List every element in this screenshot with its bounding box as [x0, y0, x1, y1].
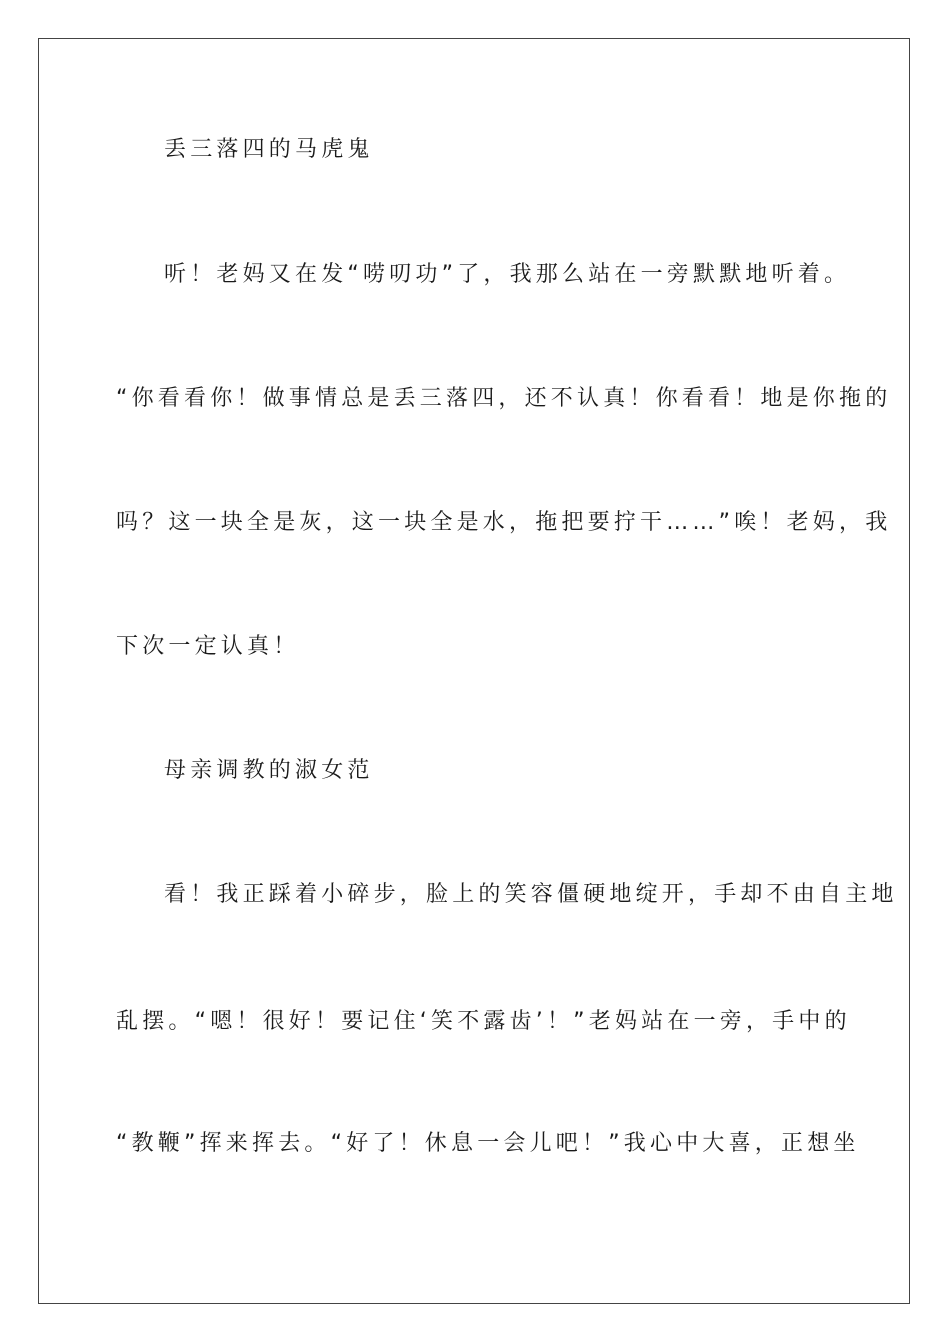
paragraph-line: “教鞭”挥来挥去。“好了！休息一会儿吧！”我心中大喜，正想坐	[116, 1131, 860, 1156]
paragraph-line: 吗？这一块全是灰，这一块全是水，拖把要拧干……”唉！老妈，我	[116, 510, 892, 535]
section-heading: 母亲调教的淑女范	[164, 758, 374, 783]
section-heading: 丢三落四的马虎鬼	[164, 137, 374, 162]
paragraph-line: 看！我正踩着小碎步，脸上的笑容僵硬地绽开，手却不由自主地	[164, 882, 898, 907]
paragraph-line: “你看看你！做事情总是丢三落四，还不认真！你看看！地是你拖的	[116, 386, 892, 411]
paragraph-line: 听！老妈又在发“唠叨功”了，我那么站在一旁默默地听着。	[164, 262, 851, 287]
page-border	[38, 38, 910, 1304]
paragraph-line: 乱摆。“嗯！很好！要记住‘笑不露齿’！”老妈站在一旁，手中的	[116, 1009, 851, 1034]
paragraph-line: 下次一定认真！	[116, 634, 300, 659]
